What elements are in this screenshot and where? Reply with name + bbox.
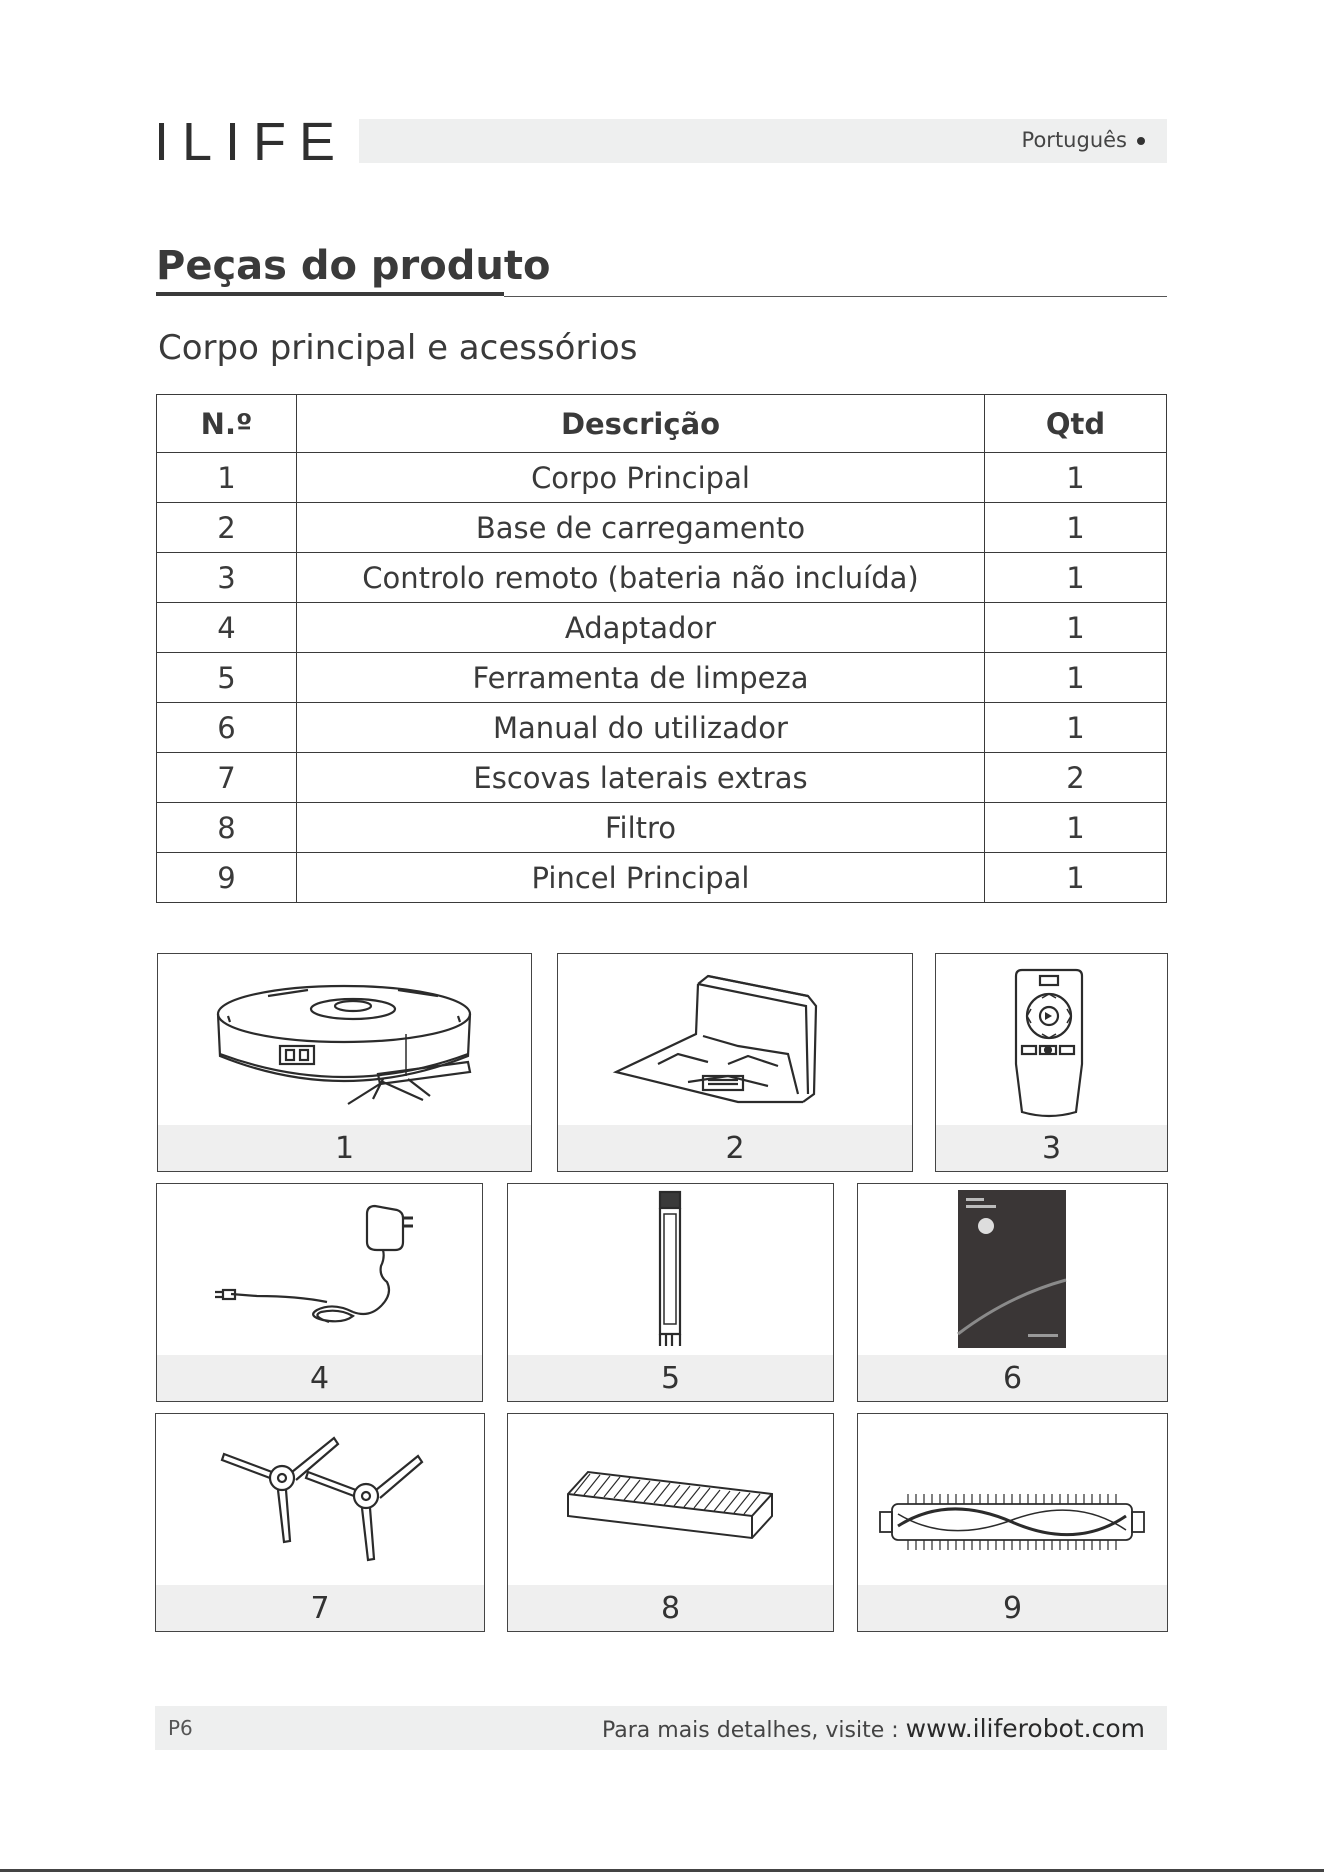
cell-no: 9: [157, 853, 297, 903]
part-number: 2: [558, 1125, 912, 1171]
charging-base-icon: [558, 954, 911, 1124]
part-card-4: [156, 1183, 483, 1402]
power-adapter-icon: [157, 1184, 481, 1354]
part-number: 3: [936, 1125, 1167, 1171]
cell-qty: 1: [985, 603, 1167, 653]
website-link[interactable]: www.iliferobot.com: [905, 1714, 1145, 1743]
page-number: P6: [168, 1716, 193, 1740]
cell-no: 8: [157, 803, 297, 853]
cell-qty: 1: [985, 853, 1167, 903]
table-row: [157, 453, 1167, 503]
part-card-8: [507, 1413, 834, 1632]
cell-no: 2: [157, 503, 297, 553]
robot-vacuum-icon: [158, 954, 530, 1124]
part-number: 4: [157, 1355, 482, 1401]
remote-control-icon: [936, 954, 1166, 1124]
language-label: Português: [1022, 128, 1145, 152]
table-row: [157, 603, 1167, 653]
header-description: Descrição: [297, 395, 985, 453]
title-divider: [504, 296, 1167, 297]
cell-no: 5: [157, 653, 297, 703]
part-number: 8: [508, 1585, 833, 1631]
table-row: [157, 803, 1167, 853]
part-card-3: [935, 953, 1168, 1172]
table-header-row: [157, 395, 1167, 453]
cell-qty: 2: [985, 753, 1167, 803]
cell-description: Escovas laterais extras: [297, 753, 985, 803]
cell-qty: 1: [985, 653, 1167, 703]
cell-description: Pincel Principal: [297, 853, 985, 903]
section-subtitle: Corpo principal e acessórios: [158, 328, 638, 368]
side-brushes-icon: [156, 1414, 483, 1584]
main-brush-icon: [858, 1414, 1166, 1584]
part-number: 7: [156, 1585, 484, 1631]
bullet-icon: [1137, 137, 1145, 145]
cleaning-tool-icon: [508, 1184, 832, 1354]
filter-icon: [508, 1414, 832, 1584]
user-manual-icon: [858, 1184, 1166, 1354]
table-row: [157, 503, 1167, 553]
part-number: 5: [508, 1355, 833, 1401]
cell-description: Base de carregamento: [297, 503, 985, 553]
cell-no: 1: [157, 453, 297, 503]
parts-table: [156, 394, 1167, 903]
footer-text: Para mais detalhes, visite : www.iliferobot.com: [601, 1714, 1145, 1743]
language-bar: [359, 119, 1167, 163]
part-number: 1: [158, 1125, 531, 1171]
part-card-9: [857, 1413, 1168, 1632]
part-card-6: [857, 1183, 1168, 1402]
table-row: [157, 703, 1167, 753]
table-row: [157, 853, 1167, 903]
title-underline: [156, 292, 504, 296]
cell-qty: 1: [985, 703, 1167, 753]
ilife-logo: ILIFE: [154, 112, 349, 172]
cell-qty: 1: [985, 503, 1167, 553]
cell-description: Corpo Principal: [297, 453, 985, 503]
header-no: N.º: [157, 395, 297, 453]
cell-no: 4: [157, 603, 297, 653]
cell-no: 3: [157, 553, 297, 603]
cell-qty: 1: [985, 803, 1167, 853]
part-card-5: [507, 1183, 834, 1402]
cell-description: Controlo remoto (bateria não incluída): [297, 553, 985, 603]
cell-qty: 1: [985, 453, 1167, 503]
cell-no: 6: [157, 703, 297, 753]
cell-description: Adaptador: [297, 603, 985, 653]
part-card-7: [155, 1413, 485, 1632]
table-row: [157, 753, 1167, 803]
part-card-2: [557, 953, 913, 1172]
cell-description: Filtro: [297, 803, 985, 853]
section-title: Peças do produto: [156, 243, 551, 289]
cell-qty: 1: [985, 553, 1167, 603]
part-number: 6: [858, 1355, 1167, 1401]
part-number: 9: [858, 1585, 1167, 1631]
cell-description: Ferramenta de limpeza: [297, 653, 985, 703]
header-qty: Qtd: [985, 395, 1167, 453]
table-row: [157, 553, 1167, 603]
cell-no: 7: [157, 753, 297, 803]
table-row: [157, 653, 1167, 703]
cell-description: Manual do utilizador: [297, 703, 985, 753]
footer-bar: [155, 1706, 1167, 1750]
part-card-1: [157, 953, 532, 1172]
